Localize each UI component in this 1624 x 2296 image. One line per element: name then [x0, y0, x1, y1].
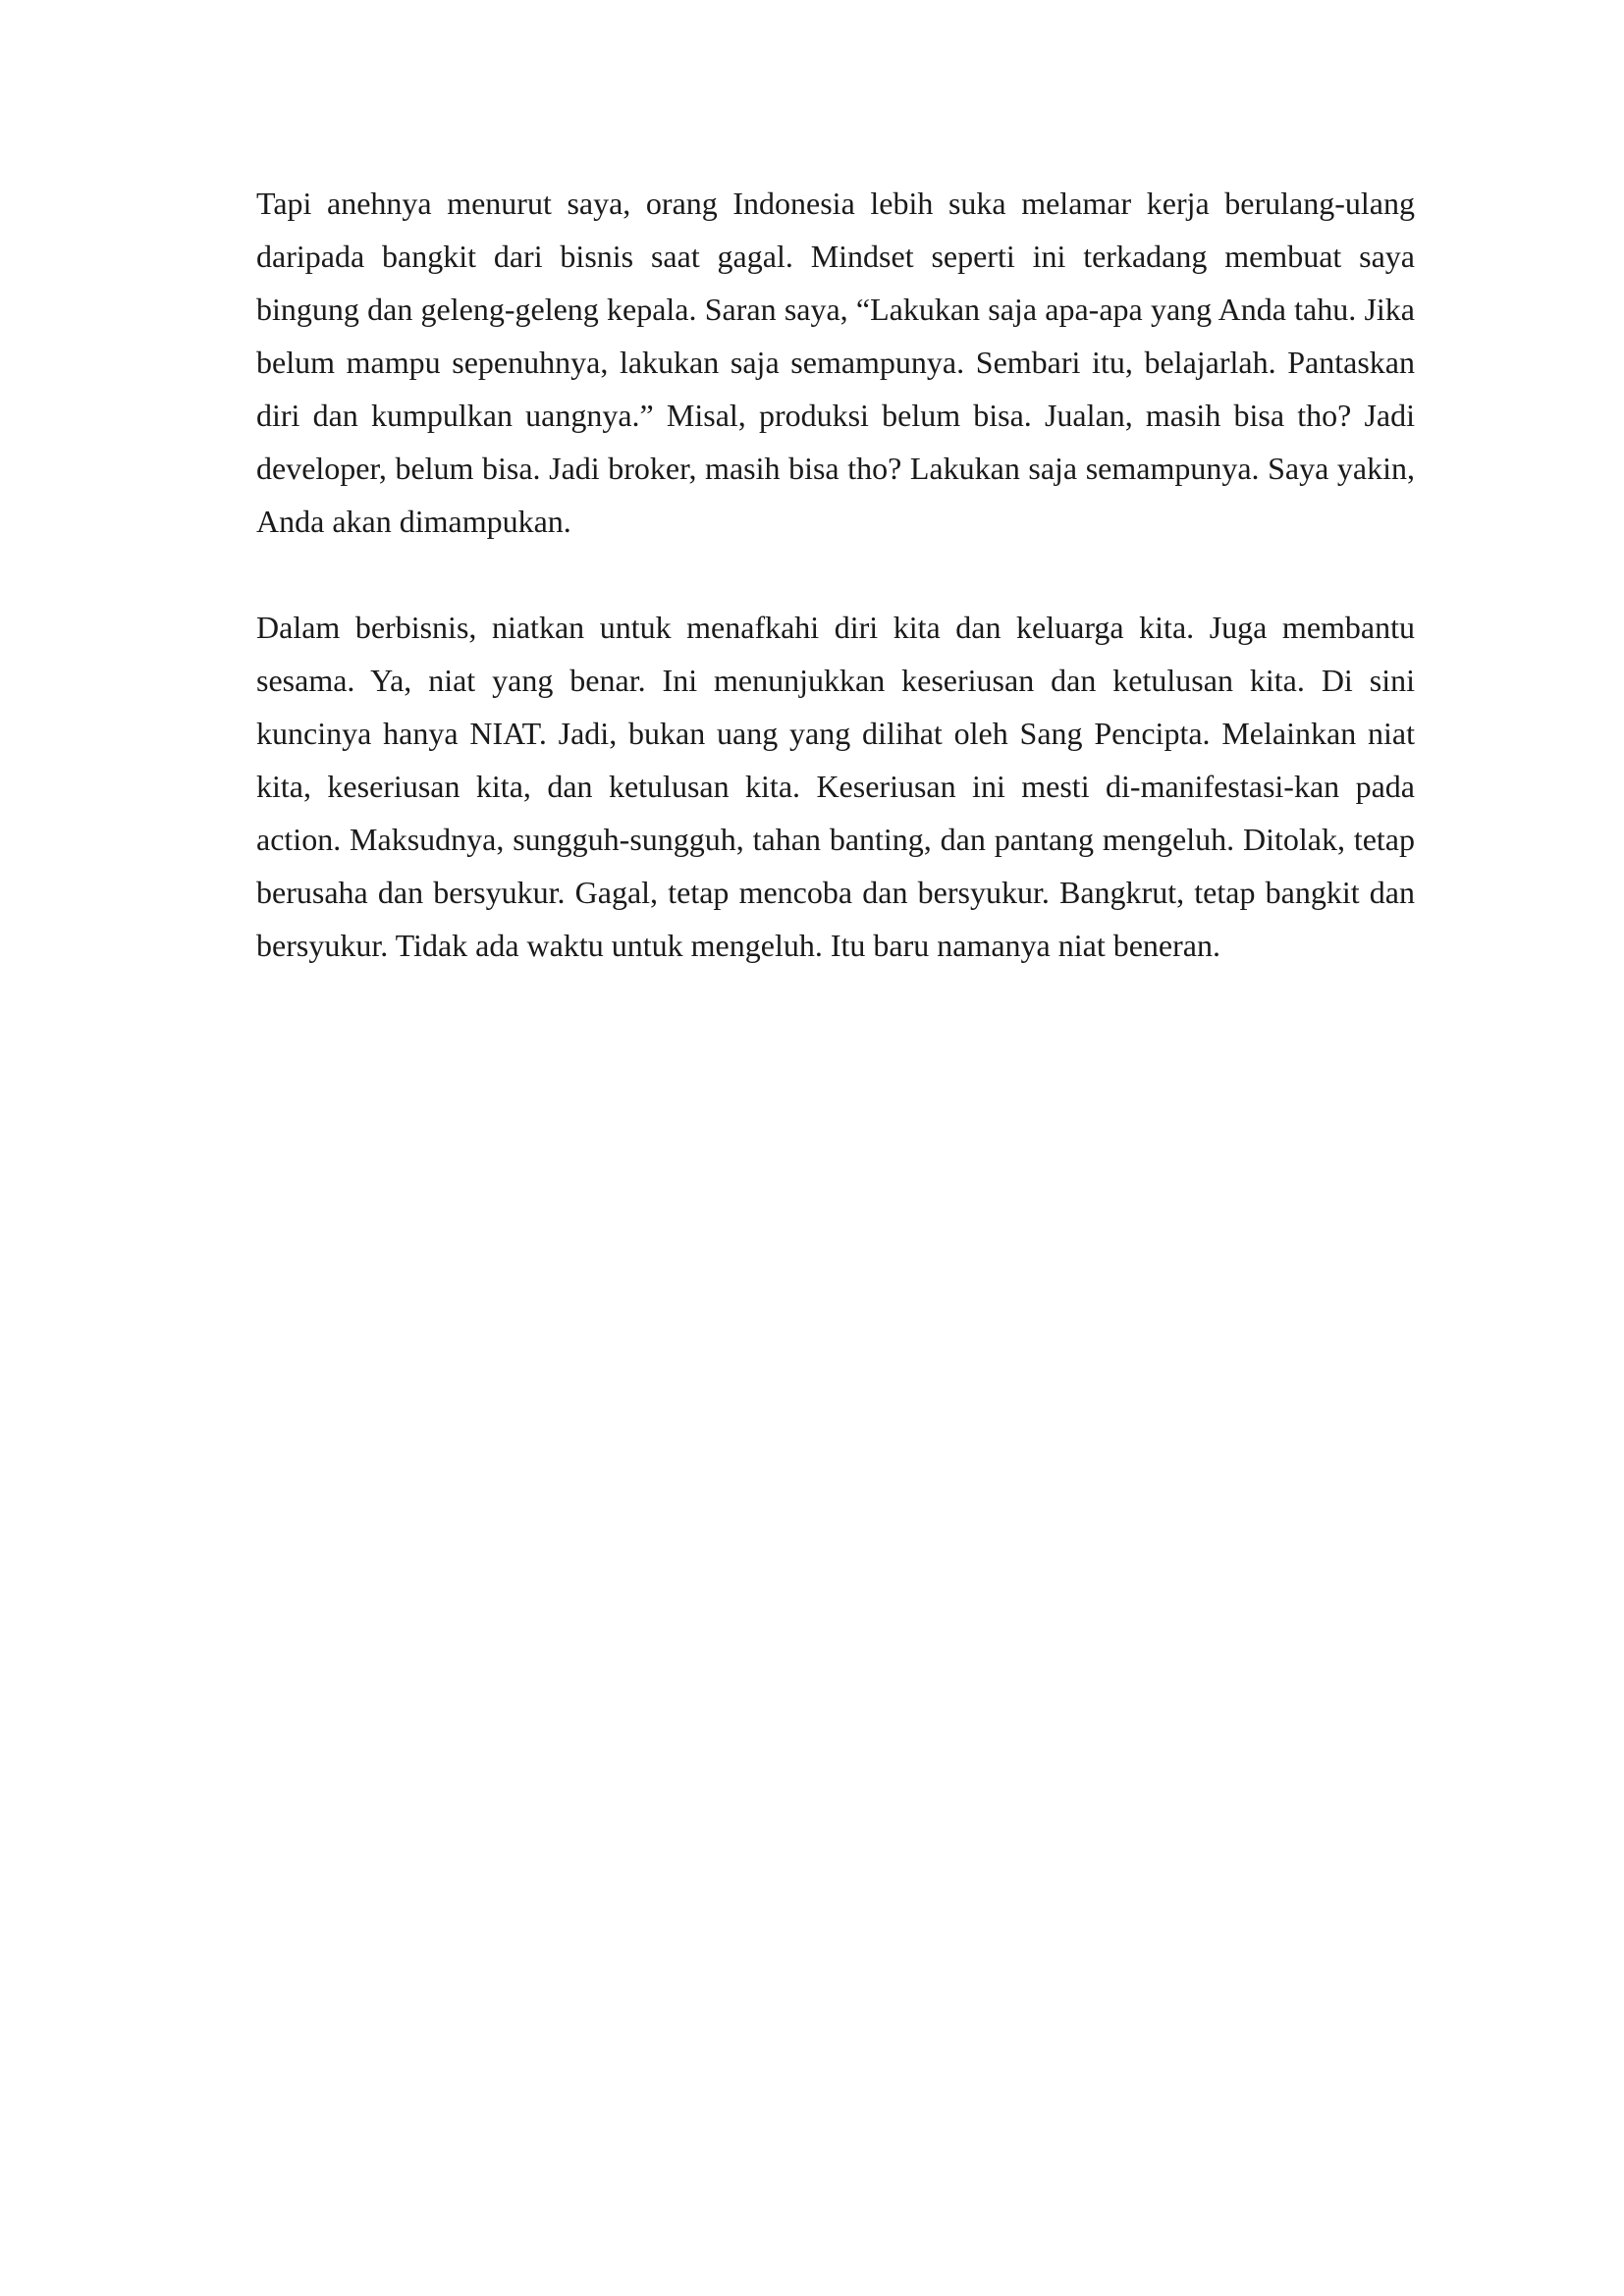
body-paragraph: Dalam berbisnis, niatkan untuk menafkahi diri kita dan keluarga kita. Juga membantu sesama. Ya, niat yang benar. Ini menunjukkan keseriusan dan ketulusan kita. Di sini kuncinya hanya NIAT. Jadi, bukan uang yang dilihat oleh Sang Pencipta. Melainkan niat kita, keseriusan kita, dan ketulusan kita. Keseriusan ini mesti di-manifestasi-kan pada action. Maksudnya, sungguh-sungguh, tahan banting, dan pantang mengeluh. Ditolak, tetap berusaha dan bersyukur. Gagal, tetap mencoba dan bersyukur. Bangkrut, tetap bangkit dan bersyukur. Tidak ada waktu untuk mengeluh. Itu baru namanya niat beneran.: [256, 610, 1415, 963]
body-paragraph: Tapi anehnya menurut saya, orang Indonesia lebih suka melamar kerja berulang-ulang daripada bangkit dari bisnis saat gagal. Mindset seperti ini terkadang membuat saya bingung dan geleng-geleng kepala. Saran saya, “Lakukan saja apa-apa yang Anda tahu. Jika belum mampu sepenuhnya, lakukan saja semampunya. Sembari itu, belajarlah. Pantaskan diri dan kumpulkan uangnya.” Misal, produksi belum bisa. Jualan, masih bisa tho? Jadi developer, belum bisa. Jadi broker, masih bisa tho? Lakukan saja semampunya. Saya yakin, Anda akan dimampukan.: [256, 186, 1415, 539]
